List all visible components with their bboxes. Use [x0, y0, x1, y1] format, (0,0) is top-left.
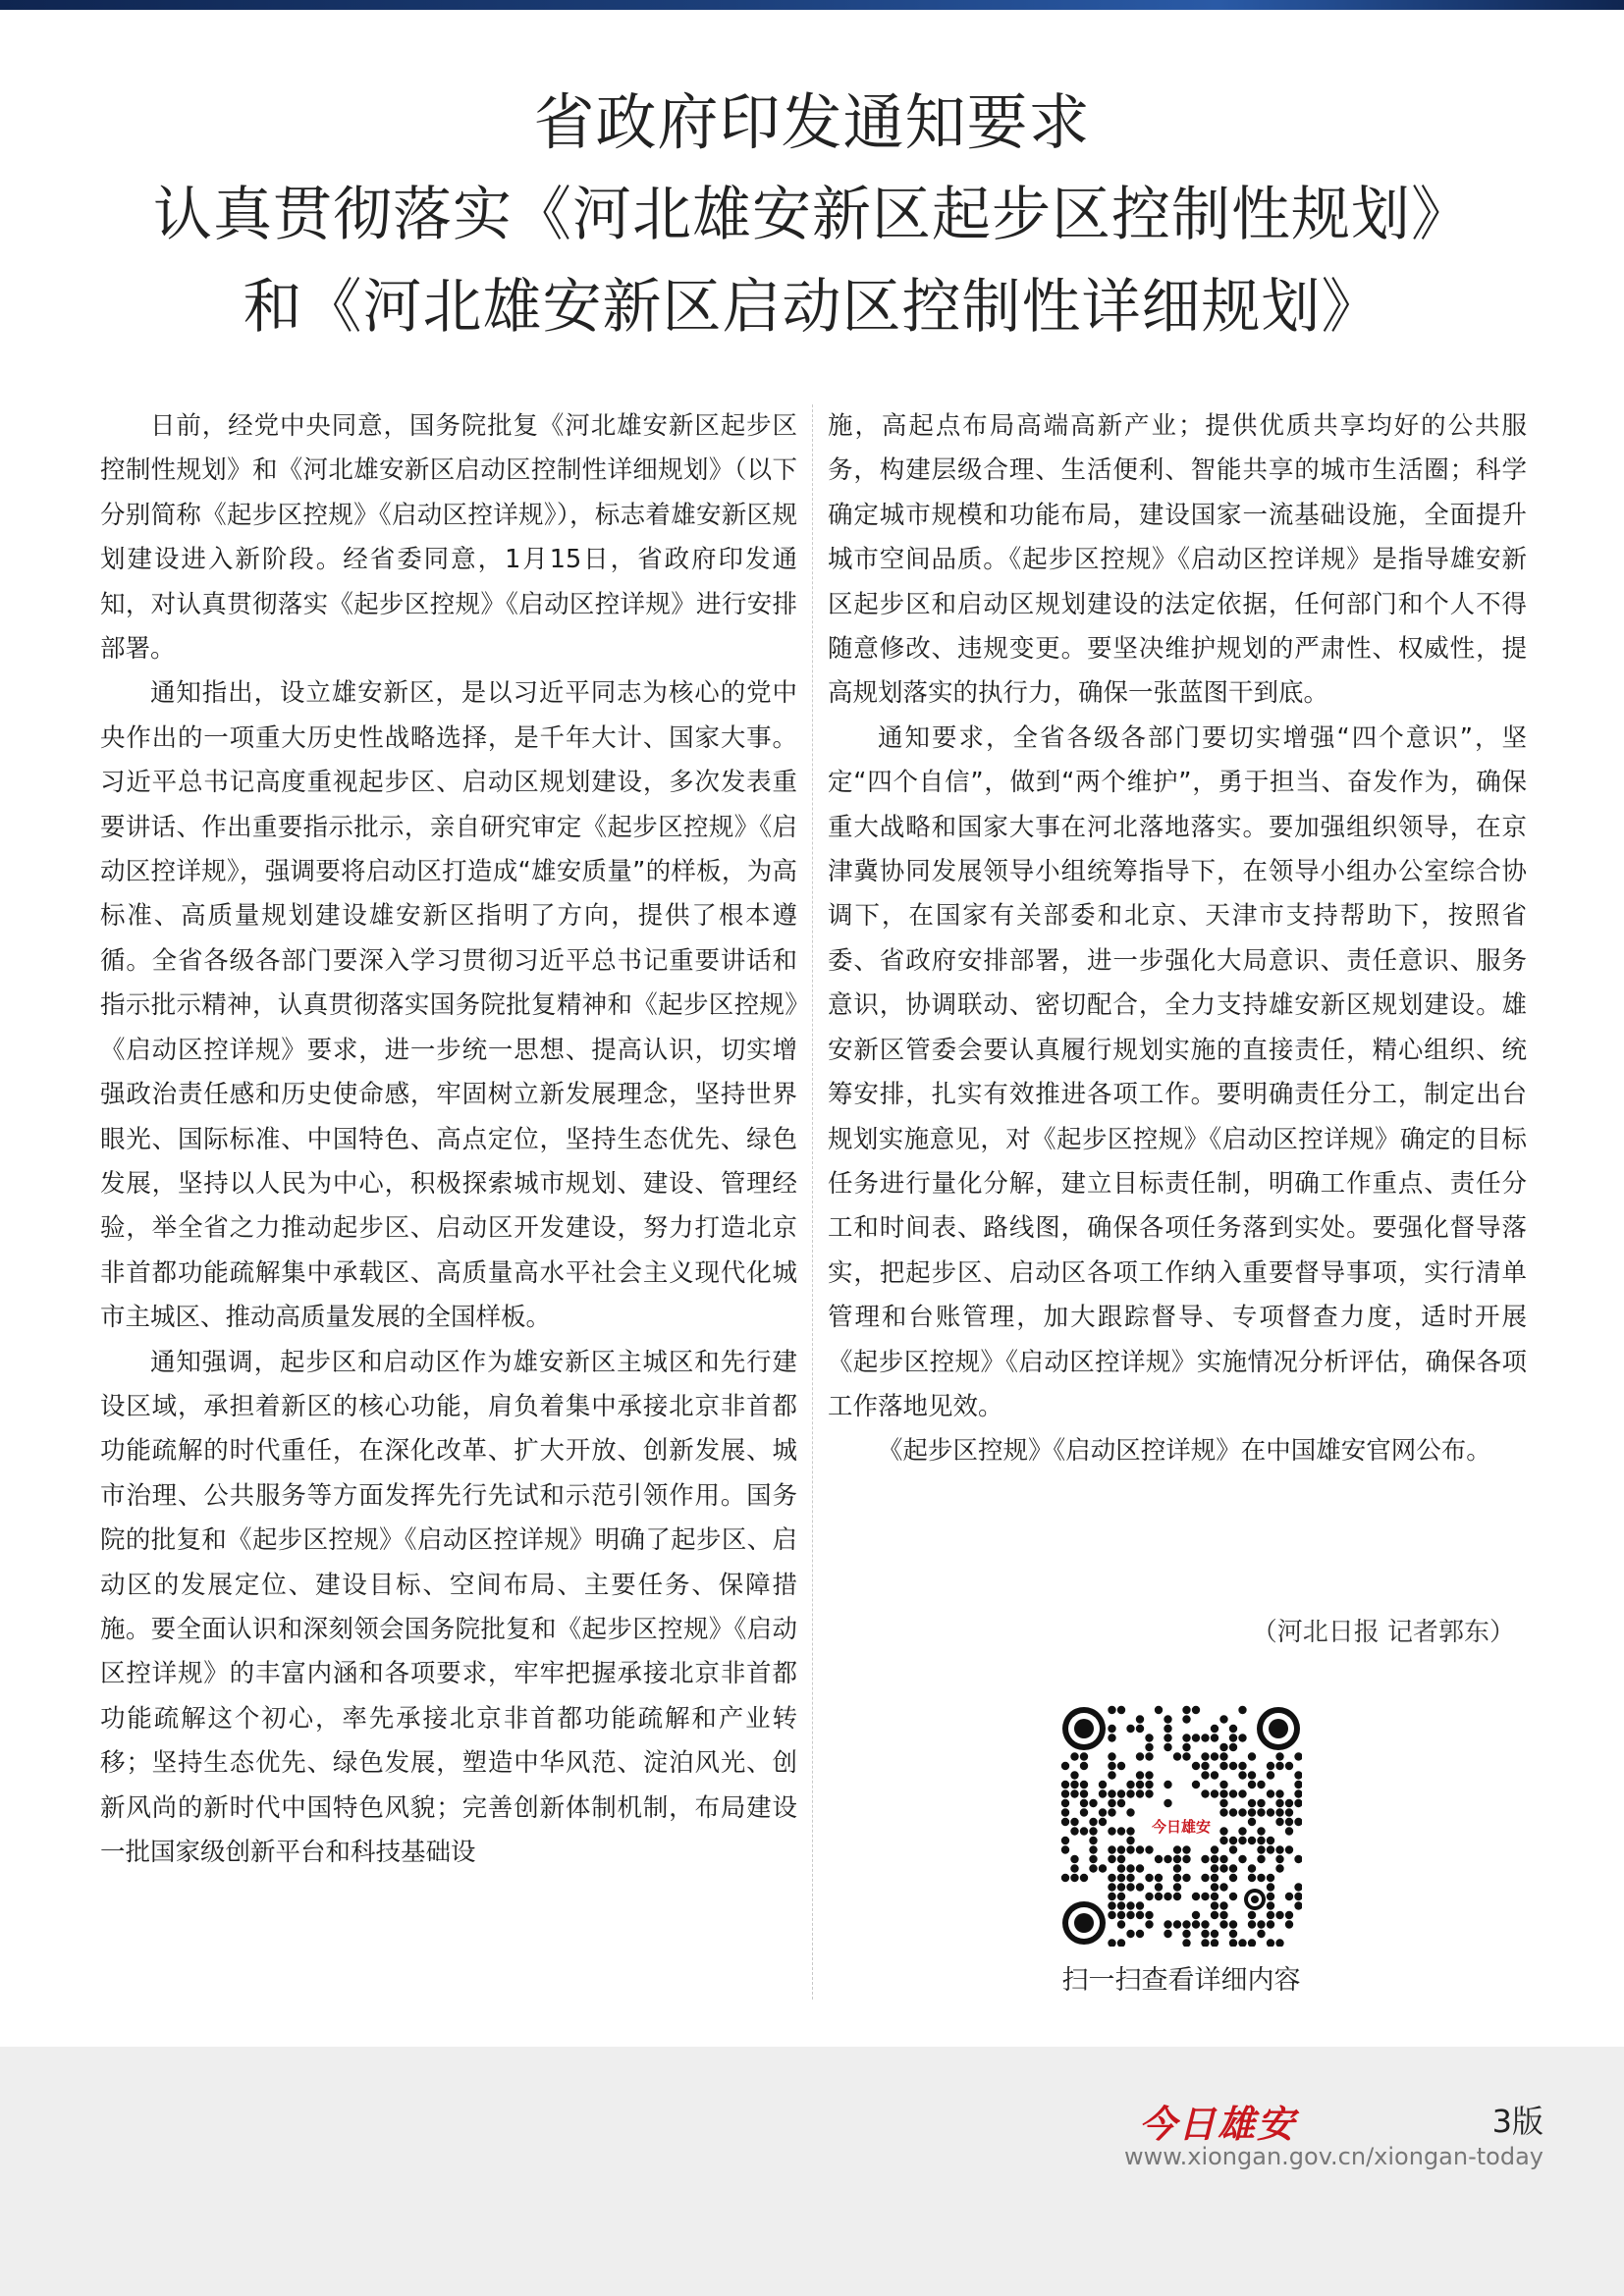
qr-module	[1219, 1762, 1227, 1770]
qr-module	[1070, 1771, 1078, 1779]
qr-finder-top-right	[1257, 1707, 1300, 1750]
qr-module	[1089, 1837, 1097, 1844]
qr-module	[1285, 1762, 1293, 1770]
qr-module	[1201, 1789, 1209, 1797]
qr-module	[1248, 1771, 1256, 1779]
qr-module	[1145, 1874, 1153, 1882]
paragraph-2: 通知指出，设立雄安新区，是以习近平同志为核心的党中央作出的一项重大历史性战略选择，是千年大计、国家大事。习近平总书记高度重视起步区、启动区规划建设，多次发表重要讲话、作出重要指示批示，亲自研究审定《起步区控规》《启动区控详规》，强调要将启动区打造成“雄安质量”的样板，为高标准、高质量规划建设雄安新区指明了方向，提供了根本遵循。全省各级各部门要深入学习贯彻习近平总书记重要讲话和指示批示精神，认真贯彻落实国务院批复精神和《起步区控规》《启动区控详规》要求，进一步统一思想、提高认识，切实增强政治责任感和历史使命感，牢固树立新发展理念，坚持世界眼光、国际标准、中国特色、高点定位，坚持生态优先、绿色发展，坚持以人民为中心，积极探索城市规划、建设、管理经验，举全省之力推动起步区、启动区开发建设，努力打造北京非首都功能疏解集中承载区、高质量高水平社会主义现代化城市主城区、推动高质量发展的全国样板。	[100, 678, 797, 1333]
qr-module	[1155, 1883, 1163, 1891]
qr-module	[1238, 1771, 1246, 1779]
qr-module	[1108, 1789, 1115, 1797]
qr-module	[1211, 1734, 1218, 1741]
qr-module	[1219, 1920, 1227, 1928]
qr-module	[1108, 1734, 1115, 1741]
qr-module	[1211, 1752, 1218, 1760]
qr-module	[1099, 1864, 1107, 1872]
qr-module	[1211, 1725, 1218, 1733]
qr-module	[1089, 1818, 1097, 1826]
qr-module	[1126, 1725, 1134, 1733]
qr-module	[1070, 1855, 1078, 1863]
qr-module	[1275, 1855, 1283, 1863]
qr-module	[1126, 1883, 1134, 1891]
qr-module	[1267, 1789, 1274, 1797]
qr-module	[1285, 1818, 1293, 1826]
qr-module	[1061, 1799, 1069, 1807]
qr-module	[1155, 1893, 1163, 1900]
qr-module	[1219, 1864, 1227, 1872]
qr-module	[1173, 1893, 1181, 1900]
qr-module	[1182, 1734, 1190, 1741]
qr-module	[1117, 1855, 1125, 1863]
paragraph-1: 日前，经党中央同意，国务院批复《河北雄安新区起步区控制性规划》和《河北雄安新区启动区控制性详细规划》（以下分别简称《起步区控规》《启动区控详规》），标志着雄安新区规划建设进入新阶段。经省委同意，1月15日，省政府印发通知，对认真贯彻落实《起步区控规》《启动区控详规》进行安排部署。	[100, 411, 797, 665]
qr-module	[1257, 1845, 1265, 1853]
qr-caption: 扫一扫查看详细内容	[1061, 1965, 1301, 1996]
qr-module	[1285, 1845, 1293, 1853]
qr-module	[1136, 1901, 1144, 1909]
qr-module	[1173, 1883, 1181, 1891]
qr-module	[1182, 1874, 1190, 1882]
qr-module	[1182, 1743, 1190, 1751]
qr-module	[1061, 1818, 1069, 1826]
qr-module	[1275, 1752, 1283, 1760]
qr-module	[1238, 1734, 1246, 1741]
qr-module	[1248, 1864, 1256, 1872]
qr-module	[1285, 1827, 1293, 1835]
qr-module	[1219, 1781, 1227, 1789]
article-left-column	[100, 404, 797, 1875]
footer-band	[0, 2047, 1624, 2296]
qr-module	[1061, 1808, 1069, 1816]
qr-module	[1285, 1893, 1293, 1900]
qr-module	[1108, 1799, 1115, 1807]
paragraph-5: 《起步区控规》《启动区控详规》在中国雄安官网公布。	[878, 1436, 1491, 1467]
qr-module	[1267, 1893, 1274, 1900]
qr-module	[1145, 1781, 1153, 1789]
qr-module	[1136, 1781, 1144, 1789]
qr-module	[1061, 1762, 1069, 1770]
qr-module	[1117, 1789, 1125, 1797]
qr-module	[1211, 1901, 1218, 1909]
qr-module	[1070, 1789, 1078, 1797]
qr-module	[1201, 1930, 1209, 1938]
qr-module	[1257, 1855, 1265, 1863]
qr-module	[1182, 1930, 1190, 1938]
qr-module	[1173, 1855, 1181, 1863]
qr-module	[1275, 1808, 1283, 1816]
qr-module	[1211, 1911, 1218, 1919]
qr-module	[1219, 1752, 1227, 1760]
qr-module	[1070, 1864, 1078, 1872]
qr-module	[1248, 1752, 1256, 1760]
qr-module	[1219, 1743, 1227, 1751]
qr-module	[1089, 1827, 1097, 1835]
qr-finder-top-left	[1062, 1707, 1106, 1750]
qr-finder-bottom-left	[1062, 1901, 1106, 1945]
qr-module	[1248, 1808, 1256, 1816]
qr-module	[1219, 1715, 1227, 1723]
qr-module	[1201, 1752, 1209, 1760]
qr-module	[1089, 1864, 1097, 1872]
qr-module	[1145, 1771, 1153, 1779]
qr-module	[1108, 1706, 1115, 1714]
qr-module	[1117, 1874, 1125, 1882]
qr-module	[1061, 1837, 1069, 1844]
qr-module	[1108, 1874, 1115, 1882]
qr-module	[1145, 1752, 1153, 1760]
qr-module	[1211, 1845, 1218, 1853]
qr-module	[1192, 1911, 1200, 1919]
qr-module	[1117, 1762, 1125, 1770]
qr-module	[1201, 1920, 1209, 1928]
headline	[0, 77, 1624, 353]
qr-module	[1164, 1799, 1171, 1807]
qr-module	[1219, 1911, 1227, 1919]
qr-module	[1080, 1752, 1088, 1760]
qr-module	[1099, 1818, 1107, 1826]
qr-module	[1229, 1837, 1237, 1844]
qr-module	[1108, 1762, 1115, 1770]
qr-module	[1108, 1725, 1115, 1733]
qr-module	[1257, 1808, 1265, 1816]
qr-module	[1211, 1874, 1218, 1882]
qr-module	[1108, 1883, 1115, 1891]
qr-module	[1201, 1893, 1209, 1900]
qr-module	[1201, 1734, 1209, 1741]
headline-line-3: 和《河北雄安新区启动区控制性详细规划》	[243, 273, 1381, 342]
qr-module	[1229, 1743, 1237, 1751]
footer-url-link[interactable]: www.xiongan.gov.cn/xiongan-today	[1123, 2143, 1543, 2170]
qr-module	[1155, 1855, 1163, 1863]
qr-module	[1267, 1874, 1274, 1882]
qr-module	[1080, 1799, 1088, 1807]
qr-module	[1099, 1781, 1107, 1789]
qr-module	[1164, 1743, 1171, 1751]
qr-module	[1126, 1781, 1134, 1789]
qr-module	[1257, 1874, 1265, 1882]
qr-module	[1248, 1837, 1256, 1844]
qr-module	[1136, 1752, 1144, 1760]
qr-module	[1229, 1845, 1237, 1853]
qr-module	[1267, 1837, 1274, 1844]
qr-module	[1070, 1874, 1078, 1882]
qr-module	[1089, 1855, 1097, 1863]
qr-module	[1108, 1827, 1115, 1835]
qr-module	[1099, 1789, 1107, 1797]
qr-module	[1257, 1930, 1265, 1938]
qr-module	[1275, 1789, 1283, 1797]
qr-code-graphic	[1060, 1705, 1302, 1947]
qr-code[interactable]	[1060, 1705, 1302, 1947]
qr-module	[1257, 1827, 1265, 1835]
qr-module	[1126, 1845, 1134, 1853]
qr-module	[1173, 1920, 1181, 1928]
footer-logo: 今日雄安	[1139, 2102, 1297, 2146]
qr-module	[1238, 1827, 1246, 1835]
qr-module	[1108, 1911, 1115, 1919]
page-number: 3版	[1491, 2103, 1543, 2140]
qr-module	[1285, 1808, 1293, 1816]
qr-module	[1136, 1911, 1144, 1919]
qr-module	[1229, 1864, 1237, 1872]
qr-module	[1257, 1837, 1265, 1844]
qr-module	[1182, 1715, 1190, 1723]
qr-module	[1211, 1864, 1218, 1872]
qr-module	[1182, 1706, 1190, 1714]
qr-module	[1089, 1845, 1097, 1853]
qr-module	[1117, 1920, 1125, 1928]
paragraph-4: 通知要求，全省各级各部门要切实增强“四个意识”，坚定“四个自信”，做到“两个维护”，勇于担当、奋发作为，确保重大战略和国家大事在河北落地落实。要加强组织领导，在京津冀协同发展领导小组统筹指导下，在领导小组办公室综合协调下，在国家有关部委和北京、天津市支持帮助下，按照省委、省政府安排部署，进一步强化大局意识、责任意识、服务意识，协调联动、密切配合，全力支持雄安新区规划建设。雄安新区管委会要认真履行规划实施的直接责任，精心组织、统筹安排，扎实有效推进各项工作。要明确责任分工，制定出台规划实施意见，对《起步区控规》《启动区控详规》确定的目标任务进行量化分解，建立目标责任制，明确工作重点、责任分工和时间表、路线图，确保各项任务落到实处。要强化督导落实，把起步区、启动区各项工作纳入重要督导事项，实行清单管理和台账管理，加大跟踪督导、专项督查力度，适时开展《起步区控规》《启动区控详规》实施情况分析评估，确保各项工作落地见效。	[828, 722, 1527, 1421]
qr-module	[1192, 1762, 1200, 1770]
qr-module	[1229, 1930, 1237, 1938]
qr-module	[1136, 1725, 1144, 1733]
qr-module	[1089, 1799, 1097, 1807]
qr-module	[1126, 1864, 1134, 1872]
qr-module	[1145, 1893, 1153, 1900]
qr-module	[1061, 1789, 1069, 1797]
qr-module	[1108, 1855, 1115, 1863]
qr-module	[1219, 1855, 1227, 1863]
qr-module	[1229, 1874, 1237, 1882]
qr-module	[1136, 1715, 1144, 1723]
qr-module	[1211, 1930, 1218, 1938]
qr-module	[1136, 1864, 1144, 1872]
qr-module	[1267, 1920, 1274, 1928]
qr-module	[1219, 1883, 1227, 1891]
qr-module	[1192, 1734, 1200, 1741]
qr-module	[1145, 1743, 1153, 1751]
qr-module	[1248, 1920, 1256, 1928]
qr-module	[1080, 1827, 1088, 1835]
qr-module	[1117, 1845, 1125, 1853]
qr-module	[1117, 1901, 1125, 1909]
qr-module	[1192, 1781, 1200, 1789]
column-divider	[812, 404, 813, 2000]
qr-module	[1192, 1706, 1200, 1714]
qr-module	[1164, 1781, 1171, 1789]
qr-module	[1219, 1799, 1227, 1807]
qr-module	[1126, 1789, 1134, 1797]
qr-module	[1080, 1808, 1088, 1816]
qr-module	[1145, 1920, 1153, 1928]
qr-module	[1108, 1893, 1115, 1900]
qr-module	[1136, 1771, 1144, 1779]
qr-module	[1229, 1789, 1237, 1797]
qr-module	[1164, 1893, 1171, 1900]
headline-line-1: 省政府印发通知要求	[533, 86, 1091, 158]
qr-module	[1192, 1893, 1200, 1900]
qr-module	[1285, 1799, 1293, 1807]
qr-module	[1080, 1789, 1088, 1797]
qr-module	[1219, 1837, 1227, 1844]
qr-module	[1070, 1827, 1078, 1835]
qr-module	[1070, 1818, 1078, 1826]
qr-module	[1126, 1827, 1134, 1835]
qr-module	[1126, 1874, 1134, 1882]
qr-module	[1145, 1911, 1153, 1919]
qr-module	[1164, 1715, 1171, 1723]
qr-module	[1117, 1893, 1125, 1900]
qr-module	[1219, 1827, 1227, 1835]
qr-module	[1238, 1706, 1246, 1714]
qr-module	[1080, 1874, 1088, 1882]
top-color-bar	[0, 0, 1624, 10]
paragraph-3: 通知强调，起步区和启动区作为雄安新区主城区和先行建设区域，承担着新区的核心功能，肩负着集中承接北京非首都功能疏解的时代重任，在深化改革、扩大开放、创新发展、城市治理、公共服务等方面发挥先行先试和示范引领作用。国务院的批复和《起步区控规》《启动区控详规》明确了起步区、启动区的发展定位、建设目标、空间布局、主要任务、保障措施。要全面认识和深刻领会国务院批复和《起步区控规》《启动区控详规》的丰富内涵和各项要求，牢牢把握承接北京非首都功能疏解这个初心，率先承接北京非首都功能疏解和产业转移；坚持生态优先、绿色发展，塑造中华风范、淀泊风光、创新风尚的新时代中国特色风貌；完善创新体制机制，布局建设一批国家级创新平台和科技基础设	[100, 1347, 797, 1867]
qr-module	[1126, 1808, 1134, 1816]
qr-module	[1173, 1845, 1181, 1853]
qr-module	[1173, 1874, 1181, 1882]
qr-module	[1201, 1855, 1209, 1863]
qr-module	[1267, 1901, 1274, 1909]
qr-module	[1117, 1883, 1125, 1891]
qr-module	[1145, 1789, 1153, 1797]
qr-module	[1238, 1762, 1246, 1770]
qr-module	[1117, 1827, 1125, 1835]
qr-module	[1267, 1771, 1274, 1779]
qr-module	[1275, 1845, 1283, 1853]
qr-module	[1145, 1734, 1153, 1741]
qr-module	[1229, 1808, 1237, 1816]
qr-module	[1126, 1837, 1134, 1844]
qr-module	[1164, 1920, 1171, 1928]
qr-module	[1080, 1781, 1088, 1789]
qr-module	[1211, 1855, 1218, 1863]
qr-logo-text: 今日雄安	[1151, 1818, 1212, 1836]
byline-credit: （河北日报 记者郭东）	[1251, 1618, 1515, 1647]
qr-module	[1229, 1762, 1237, 1770]
qr-module	[1248, 1799, 1256, 1807]
qr-module	[1117, 1706, 1125, 1714]
qr-module	[1108, 1771, 1115, 1779]
qr-module	[1267, 1911, 1274, 1919]
qr-module	[1099, 1808, 1107, 1816]
qr-module	[1108, 1901, 1115, 1909]
qr-module	[1201, 1771, 1209, 1779]
qr-module	[1117, 1864, 1125, 1872]
qr-module	[1238, 1789, 1246, 1797]
qr-module	[1275, 1799, 1283, 1807]
qr-module	[1145, 1845, 1153, 1853]
paragraph-3-continuation: 施，高起点布局高端高新产业；提供优质共享均好的公共服务，构建层级合理、生活便利、智能共享的城市生活圈；科学确定城市规模和功能布局，建设国家一流基础设施，全面提升城市空间品质。《起步区控规》《启动区控详规》是指导雄安新区起步区和启动区规划建设的法定依据，任何部门和个人不得随意修改、违规变更。要坚决维护规划的严肃性、权威性，提高规划落实的执行力，确保一张蓝图干到底。	[828, 411, 1527, 709]
qr-module	[1211, 1893, 1218, 1900]
qr-module	[1126, 1901, 1134, 1909]
qr-module	[1117, 1799, 1125, 1807]
qr-module	[1164, 1855, 1171, 1863]
qr-module	[1108, 1845, 1115, 1853]
qr-module	[1267, 1808, 1274, 1816]
qr-module	[1257, 1920, 1265, 1928]
qr-module	[1173, 1864, 1181, 1872]
qr-module	[1070, 1752, 1078, 1760]
qr-module	[1238, 1855, 1246, 1863]
qr-module	[1201, 1874, 1209, 1882]
qr-module	[1201, 1762, 1209, 1770]
qr-module	[1164, 1930, 1171, 1938]
qr-module	[1211, 1789, 1218, 1797]
qr-module	[1117, 1911, 1125, 1919]
qr-module	[1275, 1864, 1283, 1872]
qr-module	[1211, 1771, 1218, 1779]
headline-line-2: 认真贯彻落实《河北雄安新区起步区控制性规划》	[153, 181, 1471, 249]
qr-module	[1229, 1920, 1237, 1928]
qr-module	[1182, 1855, 1190, 1863]
article-right-column	[828, 404, 1527, 1474]
qr-module	[1219, 1901, 1227, 1909]
qr-module	[1285, 1911, 1293, 1919]
qr-module	[1211, 1883, 1218, 1891]
qr-module	[1061, 1781, 1069, 1789]
qr-module	[1192, 1920, 1200, 1928]
qr-module	[1267, 1845, 1274, 1853]
qr-module	[1108, 1752, 1115, 1760]
qr-module	[1248, 1874, 1256, 1882]
qr-module	[1070, 1781, 1078, 1789]
qr-module	[1080, 1762, 1088, 1770]
qr-module	[1248, 1911, 1256, 1919]
qr-module	[1267, 1883, 1274, 1891]
qr-module	[1238, 1808, 1246, 1816]
qr-module	[1061, 1845, 1069, 1853]
qr-module	[1061, 1874, 1069, 1882]
qr-module	[1182, 1920, 1190, 1928]
qr-module	[1257, 1799, 1265, 1807]
qr-module	[1219, 1808, 1227, 1816]
qr-module	[1164, 1725, 1171, 1733]
qr-alignment	[1244, 1889, 1266, 1910]
qr-module	[1108, 1808, 1115, 1816]
qr-module	[1248, 1818, 1256, 1826]
qr-module	[1229, 1734, 1237, 1741]
qr-module	[1275, 1911, 1283, 1919]
qr-module	[1164, 1734, 1171, 1741]
qr-module	[1173, 1752, 1181, 1760]
qr-module	[1136, 1930, 1144, 1938]
qr-module	[1238, 1837, 1246, 1844]
qr-module	[1267, 1762, 1274, 1770]
qr-module	[1275, 1762, 1283, 1770]
qr-module	[1182, 1845, 1190, 1853]
qr-module	[1155, 1874, 1163, 1882]
qr-module	[1248, 1781, 1256, 1789]
qr-module	[1229, 1725, 1237, 1733]
qr-module	[1257, 1781, 1265, 1789]
qr-module	[1126, 1930, 1134, 1938]
qr-module	[1136, 1883, 1144, 1891]
qr-module	[1182, 1752, 1190, 1760]
qr-module	[1219, 1789, 1227, 1797]
qr-module	[1229, 1893, 1237, 1900]
qr-module	[1285, 1920, 1293, 1928]
qr-module	[1155, 1706, 1163, 1714]
qr-module	[1136, 1845, 1144, 1853]
qr-module	[1126, 1911, 1134, 1919]
qr-module	[1136, 1789, 1144, 1797]
qr-module	[1275, 1818, 1283, 1826]
